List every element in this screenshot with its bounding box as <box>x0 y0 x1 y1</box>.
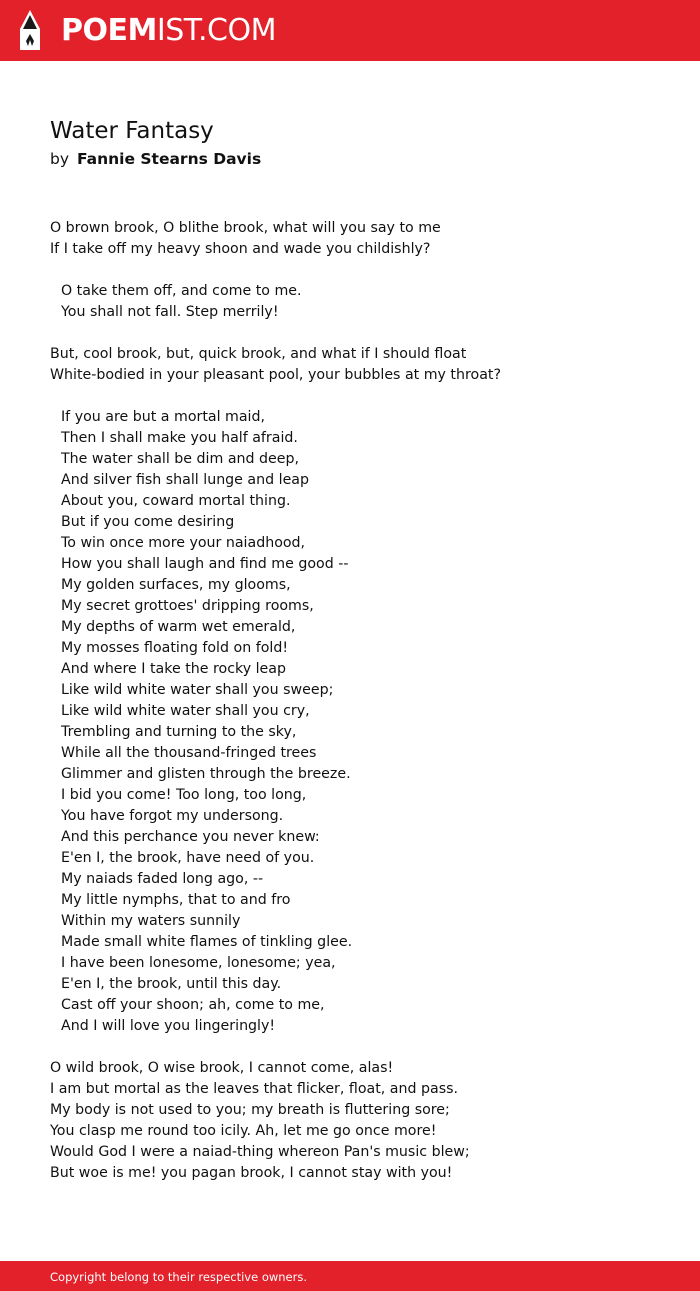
poem-line: If I take off my heavy shoon and wade you childishly? <box>50 241 431 257</box>
stanza-break <box>50 1037 670 1058</box>
poem-line: You shall not fall. Step merrily! <box>61 304 279 320</box>
poem-line: If you are but a mortal maid, <box>61 409 266 425</box>
poem-line: You have forgot my undersong. <box>61 808 284 824</box>
site-logo[interactable] <box>61 11 276 51</box>
byline <box>50 148 261 170</box>
poem-line: Trembling and turning to the sky, <box>61 724 297 740</box>
stanza <box>50 344 670 386</box>
stanza-break <box>50 260 670 281</box>
poem-line: Glimmer and glisten through the breeze. <box>61 766 351 782</box>
poem-line: My depths of warm wet emerald, <box>61 619 296 635</box>
poem-line: And this perchance you never knew: <box>61 829 320 845</box>
poem-line: My secret grottoes' dripping rooms, <box>61 598 314 614</box>
poem-line: And where I take the rocky leap <box>61 661 286 677</box>
poem-line: My body is not used to you; my breath is fluttering sore; <box>50 1102 450 1118</box>
poem-line: You clasp me round too icily. Ah, let me go once more! <box>50 1123 437 1139</box>
logo-text-bold: POEM <box>61 13 157 48</box>
stanza-break <box>50 323 670 344</box>
copyright-text: Copyright belong to their respective owners. <box>50 1270 308 1284</box>
poem-line: My golden surfaces, my glooms, <box>61 577 291 593</box>
logo-text-thin: IST.COM <box>156 13 276 48</box>
poem-line: Then I shall make you half afraid. <box>61 430 298 446</box>
poem-body <box>50 218 670 1184</box>
poem-line: Cast off your shoon; ah, come to me, <box>61 997 325 1013</box>
poem-line: Within my waters sunnily <box>61 913 241 929</box>
poem-line: Made small white flames of tinkling glee. <box>61 934 353 950</box>
poem-line: And silver fish shall lunge and leap <box>61 472 309 488</box>
site-header <box>0 0 700 61</box>
stanza <box>50 218 670 260</box>
poem-line: Like wild white water shall you sweep; <box>61 682 334 698</box>
poem-line: About you, coward mortal thing. <box>61 493 291 509</box>
poem-line: Like wild white water shall you cry, <box>61 703 310 719</box>
poem-line: But woe is me! you pagan brook, I cannot stay with you! <box>50 1165 453 1181</box>
poem-line: O wild brook, O wise brook, I cannot come, alas! <box>50 1060 394 1076</box>
poem-title: Water Fantasy <box>50 118 214 144</box>
poem-line: I bid you come! Too long, too long, <box>61 787 307 803</box>
poem-line: But if you come desiring <box>61 514 235 530</box>
author-name[interactable]: Fannie Stearns Davis <box>76 150 262 168</box>
stanza <box>50 407 670 1037</box>
poem-line: How you shall laugh and find me good -- <box>61 556 349 572</box>
poem-line: O brown brook, O blithe brook, what will you say to me <box>50 220 441 236</box>
poem-line: My naiads faded long ago, -- <box>61 871 264 887</box>
poem-line: I am but mortal as the leaves that flicker, float, and pass. <box>50 1081 458 1097</box>
poem-line: I have been lonesome, lonesome; yea, <box>61 955 336 971</box>
poem-line: The water shall be dim and deep, <box>61 451 300 467</box>
poem-line: O take them off, and come to me. <box>61 283 302 299</box>
poem-line: While all the thousand-fringed trees <box>61 745 317 761</box>
poem-line: E'en I, the brook, have need of you. <box>61 850 315 866</box>
poem-line: White-bodied in your pleasant pool, your bubbles at my throat? <box>50 367 501 383</box>
poem-line: E'en I, the brook, until this day. <box>61 976 282 992</box>
poem-line: To win once more your naiadhood, <box>61 535 306 551</box>
stanza-break <box>50 386 670 407</box>
poem-line: My mosses floating fold on fold! <box>61 640 289 656</box>
pen-nib-icon[interactable] <box>17 9 43 51</box>
poem-line: But, cool brook, but, quick brook, and what if I should float <box>50 346 467 362</box>
stanza <box>50 281 670 323</box>
poem-line: My little nymphs, that to and fro <box>61 892 291 908</box>
stanza <box>50 1058 670 1184</box>
by-label: by <box>50 150 70 168</box>
poem-line: And I will love you lingeringly! <box>61 1018 276 1034</box>
poem-line: Would God I were a naiad-thing whereon Pan's music blew; <box>50 1144 470 1160</box>
site-footer <box>0 1261 700 1291</box>
